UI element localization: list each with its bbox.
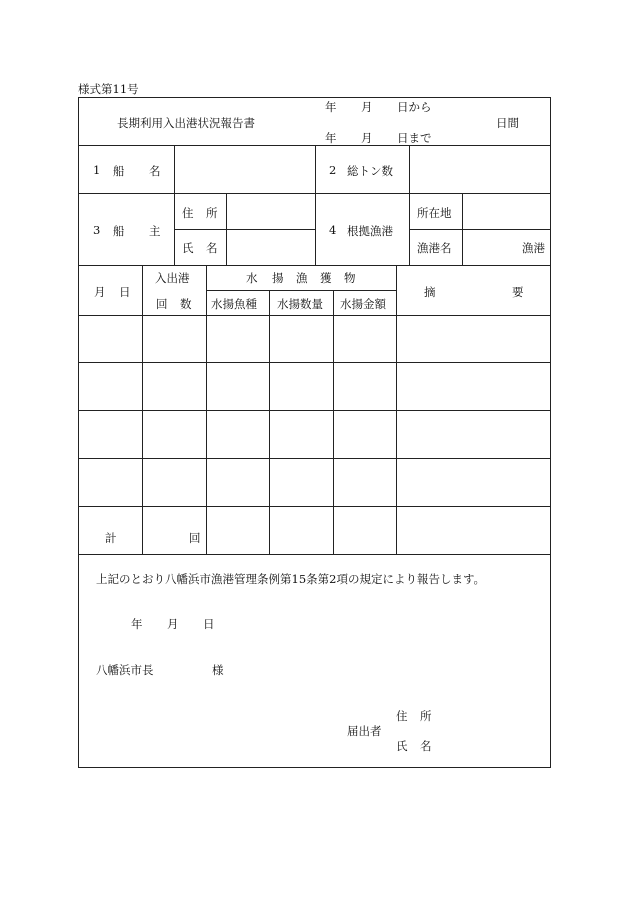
- period-to-month: 月: [361, 131, 373, 145]
- applicant-name-b: 名: [420, 739, 432, 753]
- row-divider: [78, 554, 551, 555]
- header-count-a: 回: [156, 297, 168, 311]
- header-remarks-a: 摘: [424, 285, 436, 299]
- header-count-b: 数: [180, 297, 192, 311]
- owner-address-label-b: 所: [206, 206, 218, 220]
- period-from-year: 年: [325, 100, 337, 114]
- col-divider: [226, 193, 227, 265]
- total-label: 計: [105, 531, 117, 545]
- base-port-label: 根拠漁港: [347, 224, 393, 238]
- addressee: 八幡浜市長: [96, 663, 154, 677]
- col-divider: [269, 290, 270, 554]
- row-divider: [174, 229, 315, 230]
- header-catch-b: 揚: [272, 271, 284, 285]
- date-day: 日: [203, 617, 215, 631]
- period-from-day: 日から: [397, 100, 432, 114]
- col-divider: [462, 193, 463, 265]
- form-title: 長期利用入出港状況報告書: [117, 116, 255, 130]
- declaration-text: 上記のとおり八幡浜市漁港管理条例第15条第2項の規定により報告します。: [96, 572, 486, 586]
- col-divider: [396, 265, 397, 554]
- owner-address-label-a: 住: [182, 206, 194, 220]
- row-divider: [78, 362, 551, 363]
- location-label: 所在地: [417, 206, 452, 220]
- period-days-label: 日間: [496, 116, 519, 130]
- owner-label-b: 主: [149, 224, 161, 238]
- base-port-number: 4: [329, 223, 337, 237]
- header-catch-a: 水: [246, 271, 258, 285]
- header-species: 水揚魚種: [211, 297, 257, 311]
- port-suffix: 漁港: [522, 241, 545, 255]
- header-month: 月: [94, 285, 106, 299]
- col-divider: [333, 290, 334, 554]
- col-divider: [142, 265, 143, 554]
- total-times-label: 回: [189, 531, 201, 545]
- period-from-month: 月: [361, 100, 373, 114]
- period-to-day: 日まで: [397, 131, 432, 145]
- owner-label-a: 船: [113, 224, 125, 238]
- honorific: 様: [212, 663, 224, 677]
- applicant-label: 届出者: [347, 724, 382, 738]
- date-month: 月: [167, 617, 179, 631]
- owner-number: 3: [93, 223, 101, 237]
- row-divider: [78, 315, 551, 316]
- ship-name-label-b: 名: [149, 164, 161, 178]
- row-divider: [206, 290, 396, 291]
- row-divider: [78, 410, 551, 411]
- row-divider: [78, 506, 551, 507]
- row-divider: [78, 458, 551, 459]
- owner-name-label-a: 氏: [182, 241, 194, 255]
- header-catch-e: 物: [344, 271, 356, 285]
- tonnage-label: 総トン数: [347, 164, 393, 178]
- applicant-name-a: 氏: [396, 739, 408, 753]
- ship-name-number: 1: [93, 163, 101, 177]
- period-to-year: 年: [325, 131, 337, 145]
- form-number: 様式第11号: [78, 82, 139, 96]
- header-day: 日: [119, 285, 131, 299]
- row-divider: [78, 265, 551, 266]
- header-catch-c: 漁: [296, 271, 308, 285]
- port-name-label: 漁港名: [417, 241, 452, 255]
- row-divider: [409, 229, 551, 230]
- col-divider: [409, 145, 410, 265]
- applicant-address-b: 所: [420, 709, 432, 723]
- header-remarks-b: 要: [512, 285, 524, 299]
- header-entry-exit: 入出港: [155, 271, 190, 285]
- ship-name-label-a: 船: [113, 164, 125, 178]
- header-quantity: 水揚数量: [277, 297, 323, 311]
- tonnage-number: 2: [329, 163, 337, 177]
- col-divider: [206, 265, 207, 554]
- date-year: 年: [131, 617, 143, 631]
- owner-name-label-b: 名: [206, 241, 218, 255]
- header-catch-d: 獲: [320, 271, 332, 285]
- col-divider: [174, 145, 175, 265]
- header-amount: 水揚金額: [340, 297, 386, 311]
- col-divider: [315, 145, 316, 265]
- applicant-address-a: 住: [396, 709, 408, 723]
